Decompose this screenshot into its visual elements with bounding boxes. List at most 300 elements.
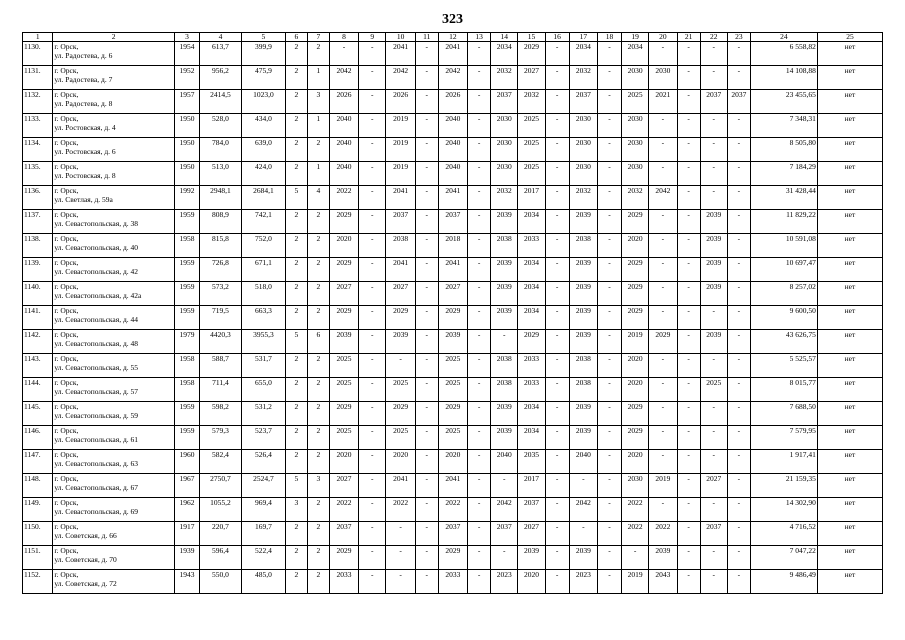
table-cell: 9 486,49 xyxy=(750,570,817,594)
table-cell: - xyxy=(359,66,386,90)
table-cell: 4 716,52 xyxy=(750,522,817,546)
table-cell: 2039 xyxy=(386,330,415,354)
table-cell: 6 558,82 xyxy=(750,42,817,66)
table-cell: 2041 xyxy=(438,474,467,498)
table-cell: 2026 xyxy=(386,90,415,114)
table-cell: - xyxy=(677,426,700,450)
table-cell: 2029 xyxy=(622,282,649,306)
table-cell: - xyxy=(622,546,649,570)
table-cell: 2039 xyxy=(491,282,518,306)
table-cell: 2039 xyxy=(649,546,677,570)
table-cell: 2027 xyxy=(329,474,358,498)
table-cell: - xyxy=(700,354,727,378)
table-cell: - xyxy=(415,450,438,474)
address-street: ул. Севастопольская, д. 67 xyxy=(54,482,139,492)
table-cell: - xyxy=(677,546,700,570)
table-cell: - xyxy=(727,450,750,474)
table-cell: 2039 xyxy=(569,546,597,570)
table-row xyxy=(23,114,883,138)
table-cell: 2029 xyxy=(622,210,649,234)
table-cell: 1132. xyxy=(23,90,53,114)
table-cell: - xyxy=(415,306,438,330)
table-cell: - xyxy=(677,498,700,522)
table-row xyxy=(23,210,883,234)
table-cell: 2032 xyxy=(518,90,545,114)
table-cell: - xyxy=(415,114,438,138)
table-cell: нет xyxy=(817,330,882,354)
table-cell: 2029 xyxy=(622,306,649,330)
table-cell: - xyxy=(545,90,569,114)
address-cell xyxy=(53,570,175,594)
table-cell: - xyxy=(700,570,727,594)
table-cell: 2 xyxy=(285,282,307,306)
table-cell: 2021 xyxy=(649,90,677,114)
table-cell: нет xyxy=(817,162,882,186)
table-cell: 2041 xyxy=(386,474,415,498)
table-cell: - xyxy=(468,258,491,282)
column-header: 24 xyxy=(750,33,817,42)
table-cell: 4420,3 xyxy=(200,330,242,354)
table-cell: - xyxy=(468,42,491,66)
table-cell: 1962 xyxy=(174,498,199,522)
table-cell: 8 015,77 xyxy=(750,378,817,402)
table-cell: - xyxy=(545,498,569,522)
table-cell: - xyxy=(569,474,597,498)
table-cell: нет xyxy=(817,354,882,378)
table-cell: - xyxy=(727,210,750,234)
table-cell: 2039 xyxy=(569,282,597,306)
table-cell: 1130. xyxy=(23,42,53,66)
table-cell: 1 xyxy=(307,66,329,90)
table-cell: 2029 xyxy=(329,546,358,570)
table-cell: 2034 xyxy=(518,282,545,306)
table-cell: 2 xyxy=(285,258,307,282)
table-cell: 711,4 xyxy=(200,378,242,402)
column-header: 10 xyxy=(386,33,415,42)
table-cell: 2019 xyxy=(386,114,415,138)
column-header: 16 xyxy=(545,33,569,42)
table-cell: - xyxy=(468,186,491,210)
table-cell: 2039 xyxy=(569,258,597,282)
address-street: ул. Ростовская, д. 4 xyxy=(54,122,116,132)
address-cell xyxy=(53,114,175,138)
table-cell: - xyxy=(597,90,621,114)
table-cell: 2040 xyxy=(438,138,467,162)
table-cell: - xyxy=(415,378,438,402)
table-cell: 4 xyxy=(307,186,329,210)
table-cell: - xyxy=(597,306,621,330)
table-cell: 2030 xyxy=(622,474,649,498)
table-cell: 2034 xyxy=(518,426,545,450)
table-cell: 169,7 xyxy=(241,522,285,546)
table-cell: нет xyxy=(817,402,882,426)
table-cell: - xyxy=(677,522,700,546)
table-cell: - xyxy=(727,570,750,594)
table-cell: - xyxy=(415,234,438,258)
address-cell xyxy=(53,210,175,234)
table-cell: 2027 xyxy=(329,282,358,306)
table-cell: 2040 xyxy=(491,450,518,474)
column-header: 20 xyxy=(649,33,677,42)
table-cell: 2 xyxy=(285,42,307,66)
address-city: г. Орск, xyxy=(54,186,79,196)
table-cell: - xyxy=(677,138,700,162)
table-cell: нет xyxy=(817,210,882,234)
table-cell: 2027 xyxy=(438,282,467,306)
table-cell: - xyxy=(545,354,569,378)
address-street: ул. Севастопольская, д. 42 xyxy=(54,266,139,276)
table-cell: 5 525,57 xyxy=(750,354,817,378)
address-street: ул. Ростовская, д. 6 xyxy=(54,146,116,156)
table-row xyxy=(23,522,883,546)
address-street: ул. Радостева, д. 7 xyxy=(54,74,113,84)
column-header: 3 xyxy=(174,33,199,42)
table-cell: - xyxy=(597,282,621,306)
table-cell: - xyxy=(415,186,438,210)
table-cell: 1137. xyxy=(23,210,53,234)
table-cell: 2029 xyxy=(329,402,358,426)
table-cell: 655,0 xyxy=(241,378,285,402)
table-cell: 2042 xyxy=(438,66,467,90)
table-cell: - xyxy=(597,210,621,234)
table-cell: 2025 xyxy=(438,426,467,450)
table-cell: - xyxy=(597,354,621,378)
table-cell: - xyxy=(491,546,518,570)
table-row xyxy=(23,570,883,594)
table-cell: 2039 xyxy=(518,546,545,570)
address-cell xyxy=(53,378,175,402)
table-cell: 2 xyxy=(285,426,307,450)
table-cell: 1958 xyxy=(174,234,199,258)
table-cell: 2019 xyxy=(649,474,677,498)
table-cell: 1959 xyxy=(174,282,199,306)
table-cell: 2 xyxy=(307,426,329,450)
table-cell: - xyxy=(415,258,438,282)
table-cell: - xyxy=(359,570,386,594)
table-cell: 2027 xyxy=(386,282,415,306)
column-header: 6 xyxy=(285,33,307,42)
table-cell: - xyxy=(677,114,700,138)
table-cell: - xyxy=(545,162,569,186)
table-cell: 2020 xyxy=(518,570,545,594)
table-cell: 2022 xyxy=(622,498,649,522)
table-row xyxy=(23,90,883,114)
table-cell: 2020 xyxy=(329,450,358,474)
table-cell: 2 xyxy=(307,354,329,378)
table-cell: - xyxy=(649,138,677,162)
table-cell: 2041 xyxy=(438,42,467,66)
table-cell: 2030 xyxy=(649,66,677,90)
table-cell: 8 505,80 xyxy=(750,138,817,162)
table-cell: 2030 xyxy=(491,162,518,186)
table-cell: 2039 xyxy=(329,330,358,354)
table-cell: 526,4 xyxy=(241,450,285,474)
table-cell: - xyxy=(415,210,438,234)
table-cell: - xyxy=(468,210,491,234)
table-cell: 2017 xyxy=(518,186,545,210)
table-cell: - xyxy=(649,234,677,258)
table-cell: 1954 xyxy=(174,42,199,66)
table-cell: 2032 xyxy=(491,66,518,90)
table-cell: 742,1 xyxy=(241,210,285,234)
column-header: 22 xyxy=(700,33,727,42)
table-cell: 808,9 xyxy=(200,210,242,234)
table-cell: 2019 xyxy=(386,138,415,162)
table-cell: - xyxy=(649,402,677,426)
table-cell: 2034 xyxy=(622,42,649,66)
table-cell: нет xyxy=(817,186,882,210)
table-cell: - xyxy=(677,570,700,594)
table-cell: 1136. xyxy=(23,186,53,210)
table-cell: 7 579,95 xyxy=(750,426,817,450)
address-cell xyxy=(53,426,175,450)
table-cell: 1133. xyxy=(23,114,53,138)
address-city: г. Орск, xyxy=(54,426,79,436)
address-city: г. Орск, xyxy=(54,546,79,556)
address-cell xyxy=(53,282,175,306)
table-cell: 2029 xyxy=(438,546,467,570)
table-cell: 2 xyxy=(285,546,307,570)
table-cell: 513,0 xyxy=(200,162,242,186)
address-city: г. Орск, xyxy=(54,474,79,484)
table-cell: 1959 xyxy=(174,306,199,330)
table-cell: - xyxy=(649,42,677,66)
table-cell: 1958 xyxy=(174,378,199,402)
table-cell: 10 591,08 xyxy=(750,234,817,258)
table-cell: 2022 xyxy=(329,498,358,522)
table-cell: - xyxy=(649,306,677,330)
table-cell: 2042 xyxy=(386,66,415,90)
table-cell: - xyxy=(597,186,621,210)
table-cell: - xyxy=(597,258,621,282)
address-cell xyxy=(53,258,175,282)
table-cell: - xyxy=(468,282,491,306)
table-cell: - xyxy=(468,522,491,546)
table-cell: 598,2 xyxy=(200,402,242,426)
table-cell: нет xyxy=(817,498,882,522)
table-cell: - xyxy=(700,162,727,186)
table-cell: 1023,0 xyxy=(241,90,285,114)
table-cell: - xyxy=(727,258,750,282)
table-cell: 1958 xyxy=(174,354,199,378)
table-cell: нет xyxy=(817,474,882,498)
table-cell: 1147. xyxy=(23,450,53,474)
page-number: 323 xyxy=(442,12,463,27)
table-cell: 5 xyxy=(285,186,307,210)
table-cell: 14 108,88 xyxy=(750,66,817,90)
table-cell: - xyxy=(468,66,491,90)
address-city: г. Орск, xyxy=(54,330,79,340)
table-cell: 7 184,29 xyxy=(750,162,817,186)
table-cell: 518,0 xyxy=(241,282,285,306)
table-cell: 2037 xyxy=(727,90,750,114)
table-cell: - xyxy=(359,306,386,330)
address-street: ул. Севастопольская, д. 59 xyxy=(54,410,139,420)
table-cell: 1959 xyxy=(174,426,199,450)
data-table xyxy=(22,32,883,594)
table-cell: - xyxy=(700,498,727,522)
column-header: 15 xyxy=(518,33,545,42)
table-cell: - xyxy=(727,330,750,354)
table-cell: 2 xyxy=(285,402,307,426)
table-cell: - xyxy=(649,354,677,378)
address-cell xyxy=(53,450,175,474)
table-cell: 2030 xyxy=(569,162,597,186)
table-cell: 2020 xyxy=(622,378,649,402)
table-cell: 1960 xyxy=(174,450,199,474)
table-cell: - xyxy=(386,354,415,378)
table-cell: 2027 xyxy=(518,66,545,90)
table-cell: - xyxy=(545,210,569,234)
table-cell: 2037 xyxy=(386,210,415,234)
table-cell: - xyxy=(491,330,518,354)
table-cell: 2029 xyxy=(329,210,358,234)
table-cell: 2025 xyxy=(438,354,467,378)
table-cell: - xyxy=(700,114,727,138)
address-cell xyxy=(53,354,175,378)
table-cell: - xyxy=(468,402,491,426)
table-cell: 2040 xyxy=(438,162,467,186)
table-cell: 2020 xyxy=(386,450,415,474)
table-cell: 2042 xyxy=(569,498,597,522)
table-cell: - xyxy=(727,66,750,90)
table-cell: 2042 xyxy=(649,186,677,210)
table-cell: 2039 xyxy=(491,258,518,282)
address-cell xyxy=(53,42,175,66)
address-cell xyxy=(53,186,175,210)
table-cell: 1959 xyxy=(174,210,199,234)
table-cell: - xyxy=(649,258,677,282)
address-street: ул. Севастопольская, д. 42а xyxy=(54,290,142,300)
address-cell xyxy=(53,498,175,522)
table-cell: 2 xyxy=(307,258,329,282)
address-cell xyxy=(53,402,175,426)
table-cell: 2034 xyxy=(491,42,518,66)
column-header: 8 xyxy=(329,33,358,42)
column-header: 1 xyxy=(23,33,53,42)
table-cell: нет xyxy=(817,258,882,282)
table-cell: 2030 xyxy=(569,114,597,138)
table-cell: 523,7 xyxy=(241,426,285,450)
table-cell: - xyxy=(415,42,438,66)
table-cell: нет xyxy=(817,378,882,402)
table-cell: нет xyxy=(817,522,882,546)
table-cell: - xyxy=(468,426,491,450)
table-cell: - xyxy=(677,306,700,330)
table-cell: 2029 xyxy=(329,258,358,282)
table-cell: - xyxy=(468,138,491,162)
address-street: ул. Севастопольская, д. 40 xyxy=(54,242,139,252)
address-street: ул. Ростовская, д. 8 xyxy=(54,170,116,180)
table-cell: - xyxy=(649,114,677,138)
table-cell: 528,0 xyxy=(200,114,242,138)
table-row xyxy=(23,306,883,330)
table-cell: - xyxy=(677,402,700,426)
table-cell: 2034 xyxy=(518,402,545,426)
table-cell: - xyxy=(468,234,491,258)
address-street: ул. Севастопольская, д. 38 xyxy=(54,218,139,228)
table-cell: 2020 xyxy=(329,234,358,258)
table-cell: 2029 xyxy=(622,426,649,450)
table-cell: - xyxy=(545,66,569,90)
table-cell: 2025 xyxy=(386,426,415,450)
table-cell: 2042 xyxy=(329,66,358,90)
table-cell: - xyxy=(649,498,677,522)
table-cell: - xyxy=(329,42,358,66)
table-cell: - xyxy=(468,498,491,522)
table-cell: 2039 xyxy=(491,426,518,450)
table-cell: 2040 xyxy=(438,114,467,138)
table-cell: 2022 xyxy=(622,522,649,546)
table-row xyxy=(23,354,883,378)
table-cell: - xyxy=(468,546,491,570)
table-cell: - xyxy=(727,546,750,570)
table-cell: - xyxy=(727,498,750,522)
table-cell: - xyxy=(727,378,750,402)
table-cell: 815,8 xyxy=(200,234,242,258)
table-cell: 2030 xyxy=(622,138,649,162)
table-cell: 596,4 xyxy=(200,546,242,570)
table-cell: 2750,7 xyxy=(200,474,242,498)
table-cell: 6 xyxy=(307,330,329,354)
table-cell: - xyxy=(649,450,677,474)
table-cell: 1150. xyxy=(23,522,53,546)
table-cell: 2030 xyxy=(622,114,649,138)
table-cell: 10 697,47 xyxy=(750,258,817,282)
table-cell: - xyxy=(727,186,750,210)
table-cell: 2032 xyxy=(569,186,597,210)
table-row xyxy=(23,66,883,90)
table-cell: 2029 xyxy=(438,402,467,426)
address-city: г. Орск, xyxy=(54,450,79,460)
table-cell: - xyxy=(700,186,727,210)
table-cell: 2037 xyxy=(438,210,467,234)
address-street: ул. Севастопольская, д. 57 xyxy=(54,386,139,396)
table-cell: - xyxy=(545,282,569,306)
table-cell: - xyxy=(727,474,750,498)
table-cell: 2029 xyxy=(649,330,677,354)
table-cell: 2025 xyxy=(518,162,545,186)
table-cell: 434,0 xyxy=(241,114,285,138)
table-cell: 2023 xyxy=(569,570,597,594)
table-cell: - xyxy=(415,162,438,186)
table-cell: 1959 xyxy=(174,402,199,426)
table-cell: 399,9 xyxy=(241,42,285,66)
address-city: г. Орск, xyxy=(54,378,79,388)
table-cell: - xyxy=(359,546,386,570)
table-cell: - xyxy=(700,546,727,570)
address-street: ул. Радостева, д. 8 xyxy=(54,98,113,108)
table-cell: - xyxy=(597,42,621,66)
table-cell: 2025 xyxy=(518,114,545,138)
address-city: г. Орск, xyxy=(54,402,79,412)
table-cell: 2029 xyxy=(518,42,545,66)
table-cell: 2038 xyxy=(386,234,415,258)
table-cell: - xyxy=(727,402,750,426)
table-cell: 2029 xyxy=(386,402,415,426)
table-cell: 1146. xyxy=(23,426,53,450)
table-cell: - xyxy=(677,258,700,282)
table-cell: 531,2 xyxy=(241,402,285,426)
table-cell: 2 xyxy=(285,306,307,330)
table-cell: - xyxy=(545,546,569,570)
table-cell: - xyxy=(649,282,677,306)
table-cell: - xyxy=(677,234,700,258)
table-cell: - xyxy=(359,474,386,498)
table-cell: нет xyxy=(817,426,882,450)
table-cell: 522,4 xyxy=(241,546,285,570)
table-cell: 2039 xyxy=(569,330,597,354)
